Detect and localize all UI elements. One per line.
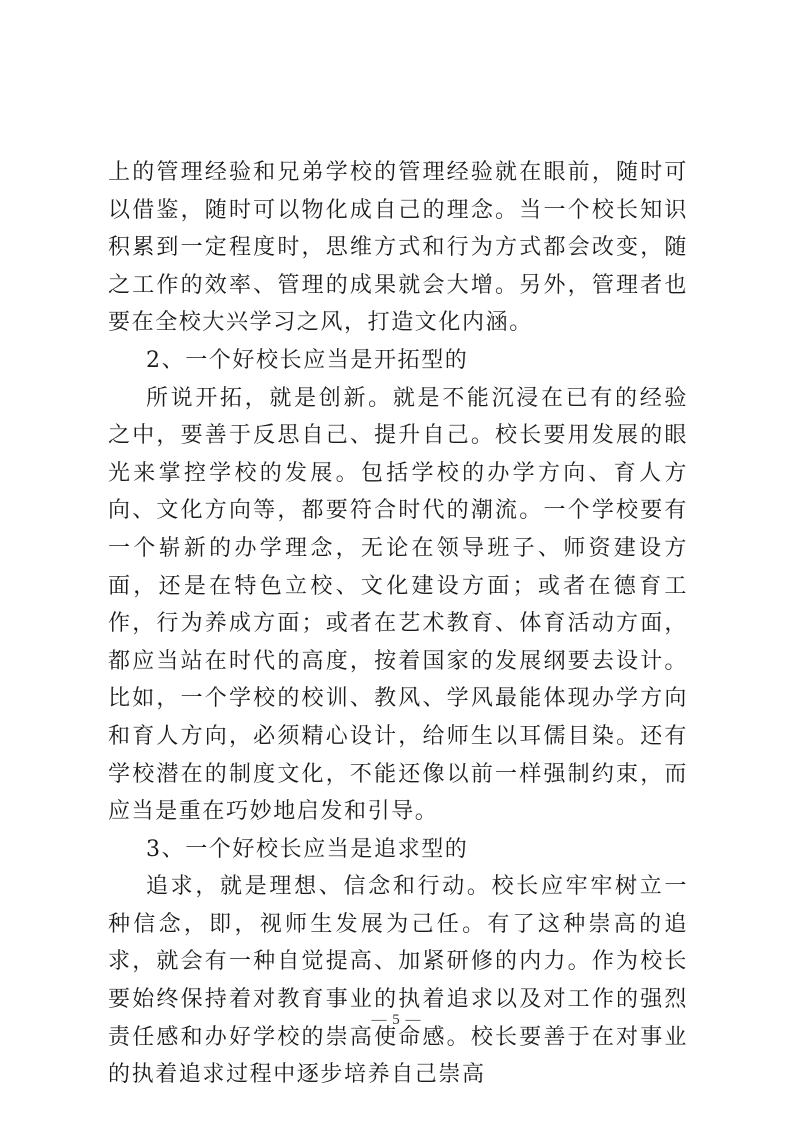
- paragraph-continuation: 上的管理经验和兄弟学校的管理经验就在眼前，随时可以借鉴，随时可以物化成自己的理念。当一个校长知识积累到一定程度时，思维方式和行为方式都会改变，随之工作的效率、管理的成果就会大增。另外，管理者也要在全校大兴学习之风，打造文化内涵。: [108, 160, 688, 336]
- page-number: — 5 —: [371, 1012, 422, 1028]
- section-heading-2: 2、一个好校长应当是开拓型的: [146, 347, 469, 373]
- paragraph-pioneering: 所说开拓，就是创新。就是不能沉浸在已有的经验之中，要善于反思自己、提升自己。校长要用发展的眼光来掌控学校的发展。包括学校的办学方向、育人方向、文化方向等，都要符合时代的潮流。一个学校要有一个崭新的办学理念，无论在领导班子、师资建设方面，还是在特色立校、文化建设方面；或者在德育工作，行为养成方面；或者在艺术教育、体育活动方面，都应当站在时代的高度，按着国家的发展纲要去设计。比如，一个学校的校训、教风、学风最能体现办学方向和育人方向，必须精心设计，给师生以耳儒目染。还有学校潜在的制度文化，不能还像以前一样强制约束，而应当是重在巧妙地启发和引导。: [108, 385, 688, 825]
- paragraph-pursuit: 追求，就是理想、信念和行动。校长应牢牢树立一种信念，即，视师生发展为己任。有了这种崇高的追求，就会有一种自觉提高、加紧研修的内力。作为校长要始终保持着对教育事业的执着追求以及对工作的强烈责任感和办好学校的崇高使命感。校长要善于在对事业的执着追求过程中逐步培养自己崇高: [108, 874, 688, 1088]
- document-body: [108, 154, 688, 1094]
- section-heading-3: 3、一个好校长应当是追求型的: [146, 836, 469, 862]
